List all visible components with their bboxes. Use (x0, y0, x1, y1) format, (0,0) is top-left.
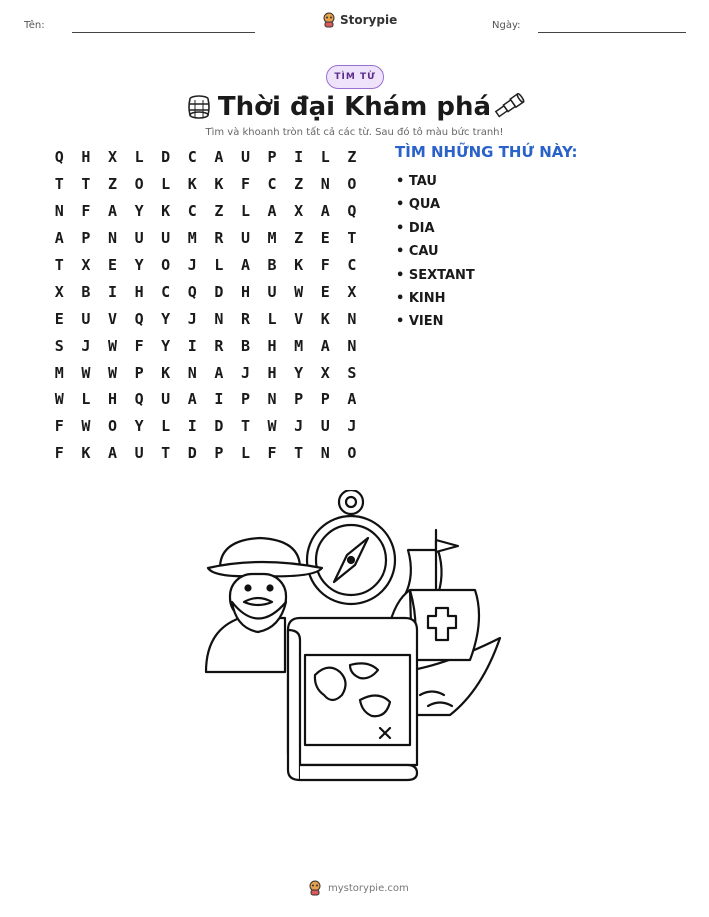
grid-letter[interactable]: D (214, 282, 224, 301)
word-search-grid (46, 144, 365, 467)
grid-letter[interactable]: C (347, 256, 357, 274)
grid-letter[interactable]: P (81, 229, 91, 248)
name-line[interactable] (72, 32, 255, 33)
grid-letter[interactable]: R (240, 309, 250, 328)
grid-letter[interactable]: H (267, 336, 277, 355)
grid-letter[interactable]: Z (214, 202, 224, 221)
grid-letter[interactable]: U (161, 229, 171, 248)
brand-logo (322, 12, 397, 28)
grid-letter[interactable]: Q (54, 148, 64, 167)
word-list-title: TÌM NHỮNG THỨ NÀY: (395, 143, 578, 161)
grid-letter[interactable]: S (54, 336, 64, 355)
grid-letter[interactable]: W (54, 390, 64, 409)
grid-letter[interactable]: H (134, 282, 144, 301)
grid-letter[interactable]: F (320, 256, 330, 274)
grid-letter[interactable]: Q (347, 202, 357, 221)
page-title: Thời đại Khám phá (217, 92, 492, 122)
grid-letter[interactable]: B (81, 282, 91, 301)
grid-letter[interactable]: P (294, 390, 304, 409)
grid-letter[interactable]: A (107, 202, 117, 221)
grid-letter[interactable]: Z (294, 229, 304, 248)
grid-letter[interactable]: O (161, 256, 171, 274)
grid-letter[interactable]: J (347, 417, 357, 436)
grid-letter[interactable]: L (320, 148, 330, 167)
grid-letter[interactable]: O (347, 444, 357, 463)
grid-letter[interactable]: P (134, 363, 144, 382)
grid-letter[interactable]: X (347, 282, 357, 301)
grid-letter[interactable]: I (214, 390, 224, 409)
footer-url[interactable]: mystorypie.com (328, 882, 409, 894)
grid-letter[interactable]: F (134, 336, 144, 355)
grid-letter[interactable]: Z (347, 148, 357, 167)
grid-letter[interactable]: M (294, 336, 304, 355)
grid-letter[interactable]: F (240, 175, 250, 194)
grid-letter[interactable]: L (161, 175, 171, 194)
date-line[interactable] (538, 32, 686, 33)
grid-letter[interactable]: L (240, 202, 250, 221)
grid-letter[interactable]: O (134, 175, 144, 194)
grid-letter[interactable]: L (267, 309, 277, 328)
word-list-item: • VIEN (396, 314, 444, 330)
word-list-item: • SEXTANT (396, 267, 475, 283)
grid-letter[interactable]: D (161, 148, 171, 167)
mascot-icon (308, 880, 322, 896)
grid-letter[interactable]: F (54, 417, 64, 436)
grid-letter[interactable]: C (267, 175, 277, 194)
grid-letter[interactable]: W (81, 363, 91, 382)
grid-letter[interactable]: N (267, 390, 277, 409)
grid-letter[interactable]: X (107, 148, 117, 167)
mascot-icon (322, 12, 336, 28)
date-label: Ngày: (492, 20, 521, 31)
explorer-illustration (200, 490, 510, 785)
grid-letter[interactable]: L (134, 148, 144, 167)
grid-letter[interactable]: V (294, 309, 304, 328)
grid-letter[interactable]: P (320, 390, 330, 409)
grid-letter[interactable]: A (54, 229, 64, 248)
grid-letter[interactable]: Y (134, 417, 144, 436)
grid-letter[interactable]: N (320, 444, 330, 463)
grid-letter[interactable]: M (54, 363, 64, 382)
grid-letter[interactable]: T (81, 175, 91, 194)
grid-letter[interactable]: B (267, 256, 277, 274)
grid-letter[interactable]: H (240, 282, 250, 301)
footer (308, 880, 409, 896)
grid-letter[interactable]: N (187, 363, 197, 382)
grid-letter[interactable]: R (214, 336, 224, 355)
grid-letter[interactable]: K (294, 256, 304, 274)
grid-letter[interactable]: Q (134, 390, 144, 409)
instructions: Tìm và khoanh tròn tất cả các từ. Sau đó tô màu bức tranh! (205, 127, 504, 138)
grid-letter[interactable]: P (214, 444, 224, 463)
grid-letter[interactable]: Y (294, 363, 304, 382)
grid-letter[interactable]: U (134, 229, 144, 248)
grid-letter[interactable]: L (161, 417, 171, 436)
grid-letter[interactable]: C (187, 148, 197, 167)
grid-letter[interactable]: W (107, 336, 117, 355)
grid-letter[interactable]: Y (161, 309, 171, 328)
grid-letter[interactable]: L (214, 256, 224, 274)
word-list-item: • QUA (396, 197, 441, 213)
name-label: Tên: (24, 20, 45, 31)
grid-letter[interactable]: C (161, 282, 171, 301)
grid-letter[interactable]: N (347, 309, 357, 328)
spyglass-icon (492, 92, 526, 120)
word-list-item: • KINH (396, 290, 446, 306)
grid-letter[interactable]: A (107, 444, 117, 463)
grid-letter[interactable]: F (54, 444, 64, 463)
grid-letter[interactable]: I (187, 417, 197, 436)
grid-letter[interactable]: D (214, 417, 224, 436)
grid-letter[interactable]: L (240, 444, 250, 463)
grid-letter[interactable]: J (294, 417, 304, 436)
grid-letter[interactable]: B (240, 336, 250, 355)
grid-letter[interactable]: T (294, 444, 304, 463)
grid-letter[interactable]: M (267, 229, 277, 248)
grid-letter[interactable]: Z (107, 175, 117, 194)
grid-letter[interactable]: N (214, 309, 224, 328)
grid-letter[interactable]: O (107, 417, 117, 436)
grid-letter[interactable]: W (107, 363, 117, 382)
grid-letter[interactable]: H (267, 363, 277, 382)
grid-letter[interactable]: U (161, 390, 171, 409)
activity-badge: TÌM TỪ (326, 65, 384, 89)
grid-letter[interactable]: A (240, 256, 250, 274)
grid-letter[interactable]: C (187, 202, 197, 221)
grid-letter[interactable]: L (81, 390, 91, 409)
grid-letter[interactable]: K (81, 444, 91, 463)
grid-letter[interactable]: W (81, 417, 91, 436)
word-list-item: • CAU (396, 244, 439, 260)
grid-letter[interactable]: U (320, 417, 330, 436)
word-list-item: • DIA (396, 220, 435, 236)
grid-letter[interactable]: K (161, 363, 171, 382)
grid-letter[interactable]: J (81, 336, 91, 355)
grid-letter[interactable]: E (320, 282, 330, 301)
grid-letter[interactable]: W (294, 282, 304, 301)
grid-letter[interactable]: U (267, 282, 277, 301)
grid-letter[interactable]: H (81, 148, 91, 167)
grid-letter[interactable]: Q (187, 282, 197, 301)
grid-letter[interactable]: Q (134, 309, 144, 328)
grid-letter[interactable]: M (187, 229, 197, 248)
grid-letter[interactable]: T (347, 229, 357, 248)
grid-letter[interactable]: N (107, 229, 117, 248)
grid-letter[interactable]: J (187, 309, 197, 328)
grid-letter[interactable]: A (187, 390, 197, 409)
grid-letter[interactable]: A (347, 390, 357, 409)
grid-letter[interactable]: Y (134, 256, 144, 274)
grid-letter[interactable]: A (320, 202, 330, 221)
grid-letter[interactable]: E (320, 229, 330, 248)
grid-letter[interactable]: H (107, 390, 117, 409)
grid-letter[interactable]: K (214, 175, 224, 194)
grid-letter[interactable]: Y (134, 202, 144, 221)
grid-letter[interactable]: T (54, 256, 64, 274)
grid-letter[interactable]: U (240, 229, 250, 248)
grid-letter[interactable]: N (54, 202, 64, 221)
grid-letter[interactable]: F (267, 444, 277, 463)
grid-letter[interactable]: P (240, 390, 250, 409)
grid-letter[interactable]: A (214, 363, 224, 382)
grid-letter[interactable]: U (240, 148, 250, 167)
grid-letter[interactable]: U (134, 444, 144, 463)
grid-letter[interactable]: T (161, 444, 171, 463)
grid-letter[interactable]: X (81, 256, 91, 274)
grid-letter[interactable]: F (81, 202, 91, 221)
grid-letter[interactable]: Z (294, 175, 304, 194)
brand-name: Storypie (340, 13, 398, 27)
grid-letter[interactable]: O (347, 175, 357, 194)
grid-letter[interactable]: J (187, 256, 197, 274)
grid-letter[interactable]: A (320, 336, 330, 355)
grid-letter[interactable]: X (320, 363, 330, 382)
word-list-item: • TAU (396, 174, 437, 189)
grid-letter[interactable]: N (347, 336, 357, 355)
grid-letter[interactable]: D (187, 444, 197, 463)
grid-letter[interactable]: K (320, 309, 330, 328)
grid-letter[interactable]: X (54, 282, 64, 301)
grid-letter[interactable]: N (320, 175, 330, 194)
grid-letter[interactable]: I (187, 336, 197, 355)
grid-letter[interactable]: S (347, 363, 357, 382)
grid-letter[interactable]: A (214, 148, 224, 167)
word-list (396, 170, 475, 334)
grid-letter[interactable]: K (187, 175, 197, 194)
grid-letter[interactable]: X (294, 202, 304, 221)
grid-letter[interactable]: V (107, 309, 117, 328)
grid-letter[interactable]: K (161, 202, 171, 221)
grid-letter[interactable]: I (294, 148, 304, 167)
grid-letter[interactable]: E (54, 309, 64, 328)
grid-letter[interactable]: Y (161, 336, 171, 355)
grid-letter[interactable]: W (267, 417, 277, 436)
grid-letter[interactable]: U (81, 309, 91, 328)
grid-letter[interactable]: R (214, 229, 224, 248)
grid-letter[interactable]: J (240, 363, 250, 382)
grid-letter[interactable]: P (267, 148, 277, 167)
grid-letter[interactable]: T (54, 175, 64, 194)
grid-letter[interactable]: A (267, 202, 277, 221)
grid-letter[interactable]: E (107, 256, 117, 274)
grid-letter[interactable]: I (107, 282, 117, 301)
grid-letter[interactable]: T (240, 417, 250, 436)
